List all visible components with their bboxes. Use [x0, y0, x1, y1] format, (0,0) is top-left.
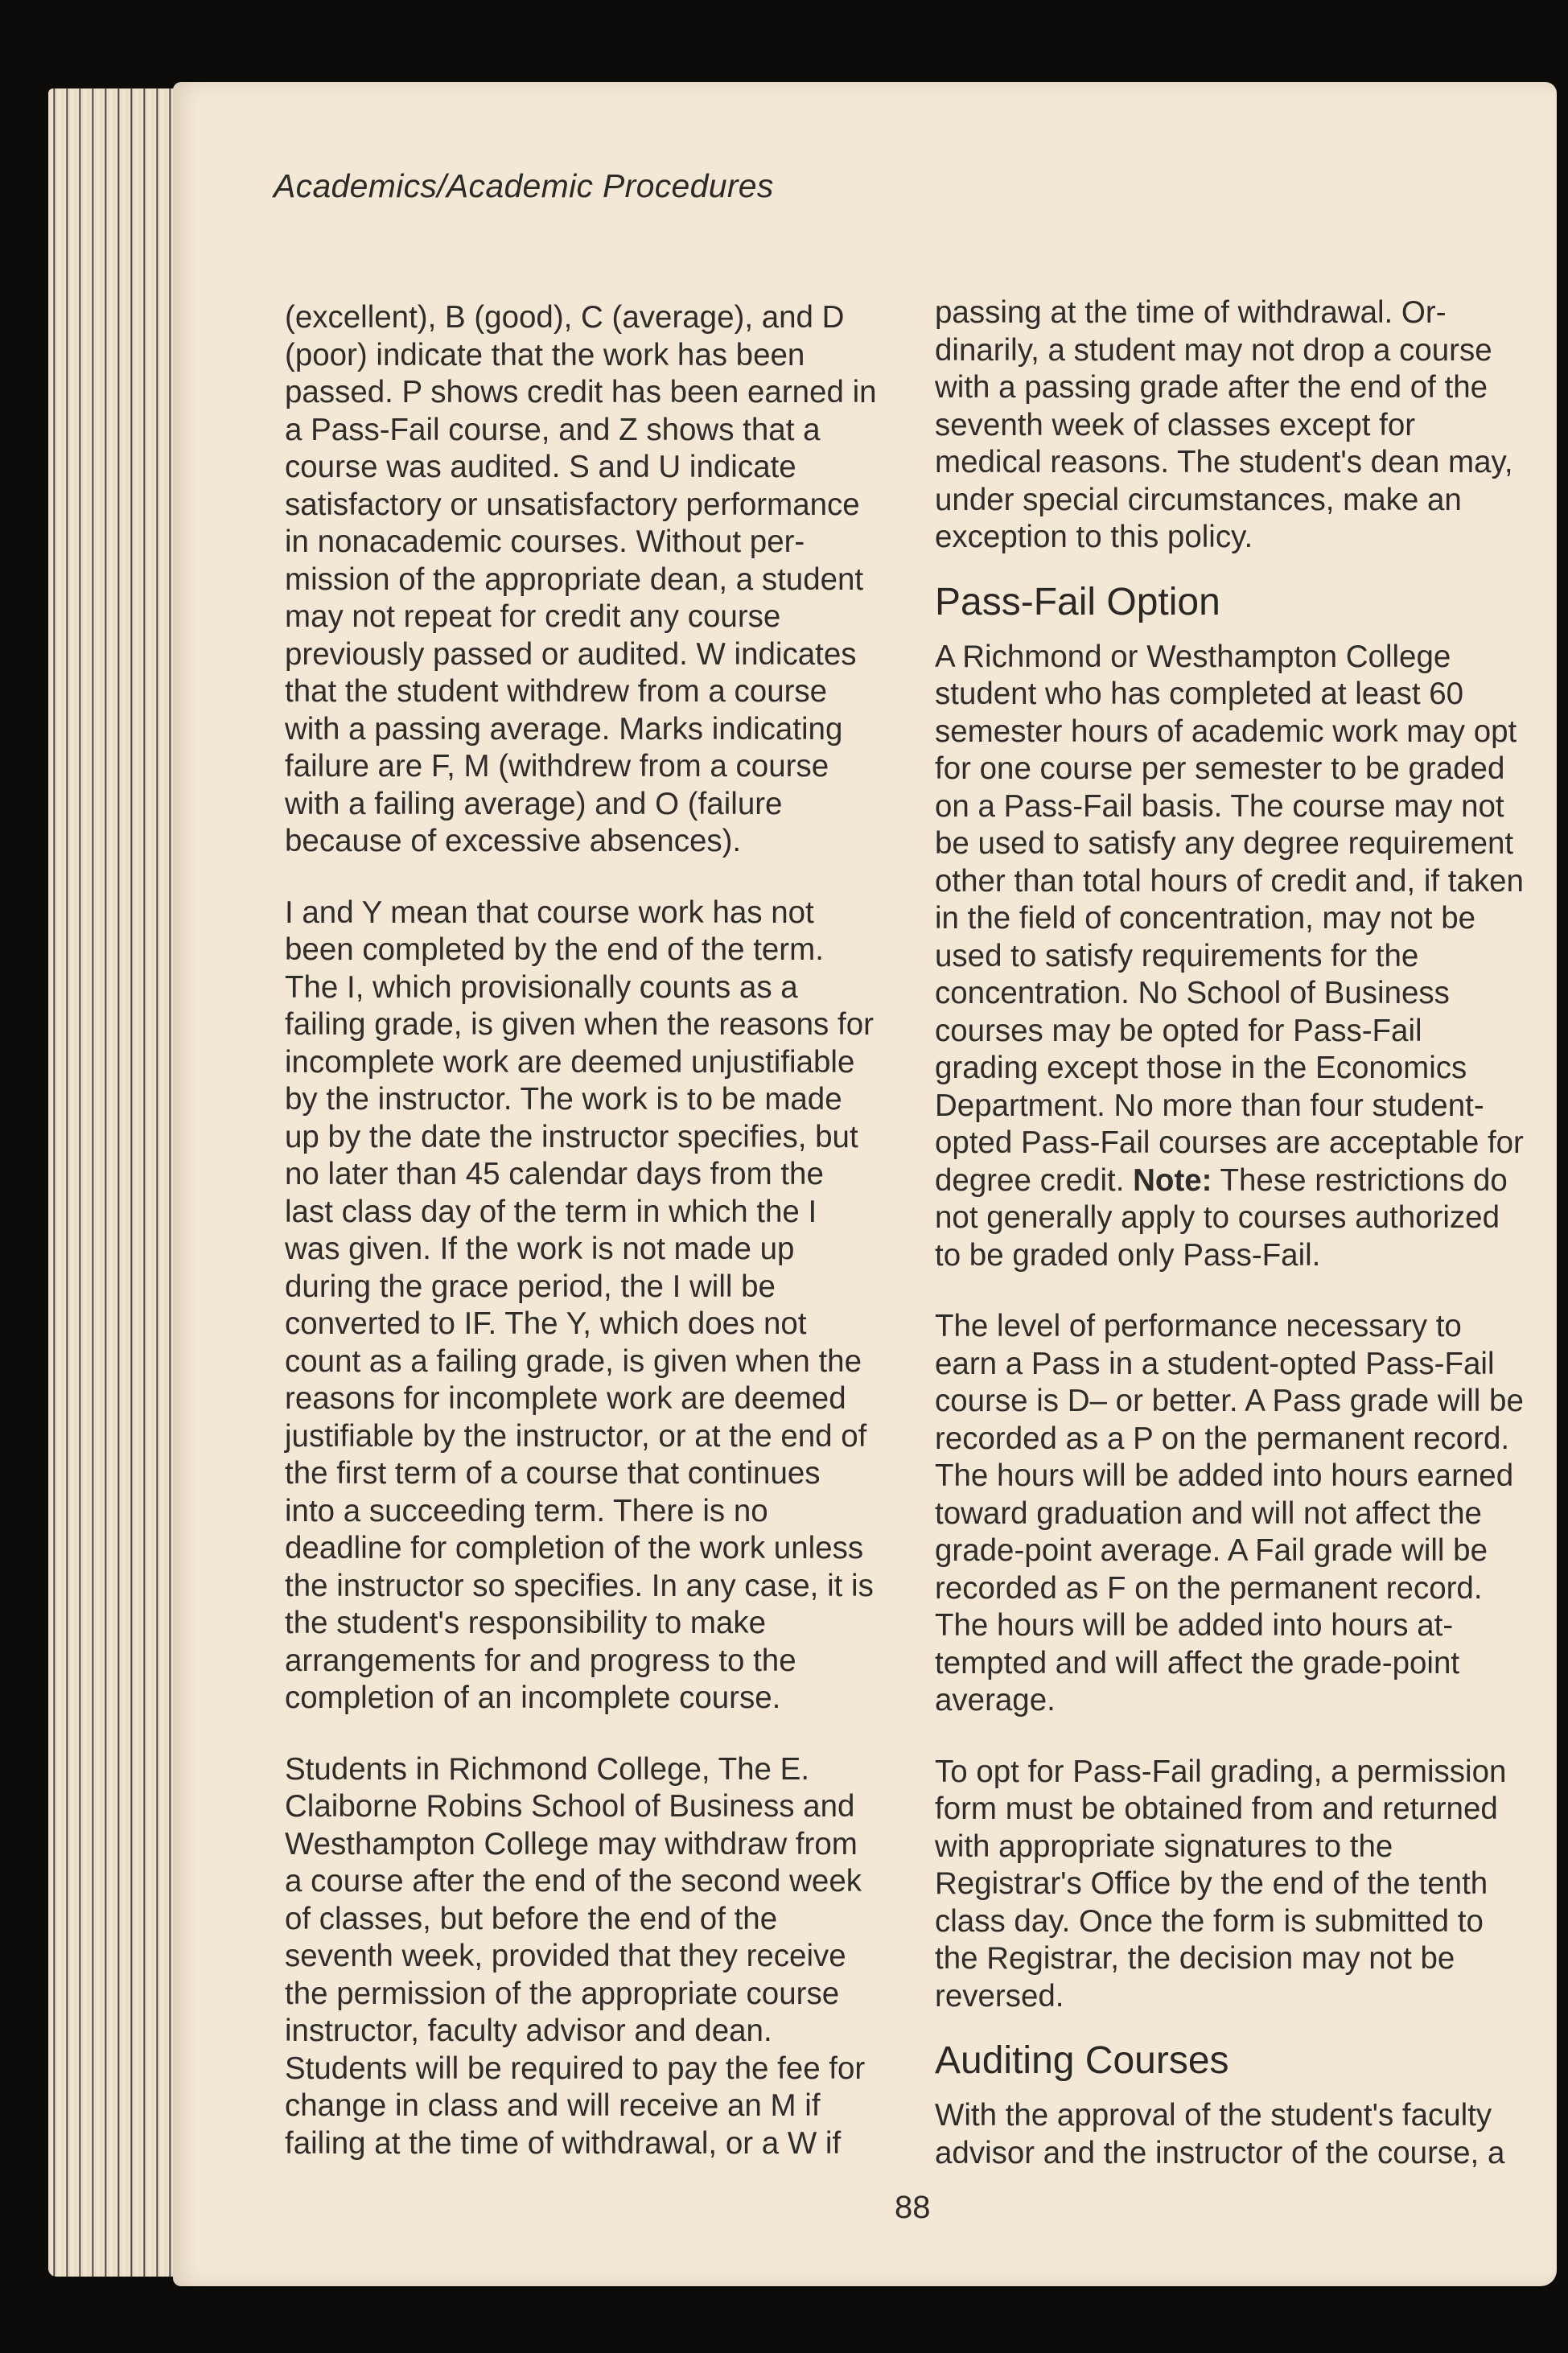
text-line: the Registrar, the decision may not be	[935, 1941, 1455, 1976]
grades-paragraph	[285, 299, 896, 861]
text-line: deadline for completion of the work unless	[285, 1531, 864, 1565]
page-number: 88	[895, 2190, 931, 2225]
text-line: justifiable by the instructor, or at the end of	[285, 1418, 867, 1454]
text-line: courses may be opted for Pass-Fail	[935, 1013, 1422, 1048]
text-line: opted Pass-Fail courses are acceptable for	[935, 1125, 1524, 1160]
text-line: Claiborne Robins School of Business and	[285, 1789, 855, 1824]
text-line: passed. P shows credit has been earned in	[285, 375, 877, 409]
note-text: These restrictions do	[1212, 1162, 1508, 1198]
text-line: exception to this policy.	[935, 520, 1253, 554]
text-line: mission of the appropriate dean, a student	[285, 562, 864, 597]
text-line: the permission of the appropriate course	[285, 1976, 840, 2011]
text-line: that the student withdrew from a course	[285, 674, 828, 709]
text-line: was given. If the work is not made up	[285, 1232, 795, 1266]
pass-level-paragraph	[935, 1308, 1546, 1720]
opt-procedure-paragraph	[935, 1754, 1546, 2016]
pass-fail-lines	[935, 639, 1546, 1275]
text-line: for one course per semester to be graded	[935, 751, 1505, 786]
auditing-paragraph	[935, 2097, 1546, 2172]
text-line: dinarily, a student may not drop a course	[935, 332, 1492, 368]
text-line: been completed by the end of the term.	[285, 932, 824, 967]
text-line: advisor and the instructor of the course, a	[935, 2135, 1505, 2170]
text-line: change in class and will receive an M if	[285, 2088, 821, 2123]
text-line: average.	[935, 1683, 1056, 1717]
text-line: a Pass-Fail course, and Z shows that a	[285, 412, 821, 447]
withdrawal-paragraph	[285, 1751, 896, 2163]
text-line: A Richmond or Westhampton College	[935, 639, 1451, 674]
text-line: with appropriate signatures to the	[935, 1829, 1393, 1864]
text-line: the student's responsibility to make	[285, 1606, 766, 1640]
text-line: passing at the time of withdrawal. Or-	[935, 295, 1447, 330]
auditing-heading: Auditing Courses	[935, 2039, 1229, 2082]
text-line: Department. No more than four student-	[935, 1088, 1484, 1123]
text-line: (excellent), B (good), C (average), and D	[285, 300, 845, 335]
text-line: by the instructor. The work is to be made	[285, 1082, 842, 1117]
text-line: into a succeeding term. There is no	[285, 1493, 768, 1528]
note-label: Note:	[1124, 1162, 1212, 1198]
text-line: converted to IF. The Y, which does not	[285, 1306, 807, 1341]
text-line: Students in Richmond College, The E.	[285, 1751, 810, 1787]
text-line: failing at the time of withdrawal, or a W if	[285, 2125, 842, 2161]
text-line: medical reasons. The student's dean may,	[935, 445, 1513, 479]
text-line: recorded as a P on the permanent record.	[935, 1421, 1510, 1456]
text-line: grading except those in the Economics	[935, 1051, 1467, 1085]
text-line: in nonacademic courses. Without per-	[285, 524, 805, 559]
text-line: with a passing average. Marks indicating	[285, 711, 843, 747]
text-line: form must be obtained from and returned	[935, 1791, 1498, 1826]
text-line: course is D– or better. A Pass grade will be	[935, 1384, 1524, 1418]
text-line: count as a failing grade, is given when the	[285, 1343, 862, 1379]
text-line: satisfactory or unsatisfactory performance	[285, 487, 860, 522]
right-column	[935, 294, 1546, 2206]
text-line: earn a Pass in a student-opted Pass-Fail	[935, 1346, 1495, 1381]
text-line: used to satisfy requirements for the	[935, 938, 1419, 973]
text-line: I and Y mean that course work has not	[285, 895, 814, 930]
text-line: Westhampton College may withdraw from	[285, 1826, 858, 1861]
withdrawal-continued-paragraph	[935, 294, 1546, 557]
running-head: Academics/Academic Procedures	[274, 167, 774, 204]
text-line: student who has completed at least 60	[935, 677, 1464, 711]
left-column	[285, 299, 896, 2196]
text-line: to be graded only Pass-Fail.	[935, 1237, 1321, 1273]
text-line: With the approval of the student's faculty	[935, 2098, 1492, 2133]
text-line: completion of an incomplete course.	[285, 1680, 781, 1715]
text-line: failing grade, is given when the reasons for	[285, 1007, 874, 1042]
text-line: previously passed or audited. W indicates	[285, 636, 857, 672]
text-line: with a passing grade after the end of the	[935, 370, 1488, 405]
text-line: under special circumstances, make an	[935, 482, 1462, 517]
text-line: grade-point average. A Fail grade will be	[935, 1533, 1488, 1568]
text-line: because of excessive absences).	[285, 824, 742, 858]
text-line: The hours will be added into hours earned	[935, 1458, 1514, 1493]
text-line: To opt for Pass-Fail grading, a permission	[935, 1754, 1507, 1789]
text-line: reversed.	[935, 1978, 1064, 2014]
text-line: Students will be required to pay the fee for	[285, 2051, 866, 2086]
text-line: with a failing average) and O (failure	[285, 786, 783, 821]
text-line: recorded as F on the permanent record.	[935, 1570, 1483, 1606]
text-line: (poor) indicate that the work has been	[285, 337, 805, 372]
book-page-edges	[48, 88, 193, 2277]
text-line: seventh week, provided that they receive	[285, 1939, 846, 1973]
text-line: incomplete work are deemed unjustifiable	[285, 1044, 855, 1080]
text-line: in the field of concentration, may not be	[935, 901, 1476, 936]
pass-fail-paragraph	[935, 639, 1546, 1275]
text-line: on a Pass-Fail basis. The course may not	[935, 788, 1504, 824]
text-line: be used to satisfy any degree requirement	[935, 826, 1514, 861]
text-line: arrangements for and progress to the	[285, 1643, 796, 1678]
text-line: concentration. No School of Business	[935, 976, 1450, 1010]
text-line: degree credit. Note: These restrictions do	[935, 1162, 1508, 1198]
text-line: during the grace period, the I will be	[285, 1269, 776, 1304]
pass-fail-heading: Pass-Fail Option	[935, 580, 1220, 623]
text-line: the instructor so specifies. In any case, it is	[285, 1568, 874, 1603]
text-line: not generally apply to courses authorized	[935, 1200, 1500, 1235]
text-line: last class day of the term in which the I	[285, 1194, 817, 1229]
text-line: The hours will be added into hours at-	[935, 1608, 1454, 1643]
text-line: may not repeat for credit any course	[285, 599, 781, 634]
text-line: The level of performance necessary to	[935, 1309, 1462, 1343]
text-line: up by the date the instructor specifies, but	[285, 1119, 858, 1154]
text-line: no later than 45 calendar days from the	[285, 1157, 824, 1191]
incomplete-paragraph	[285, 895, 896, 1717]
text-line: other than total hours of credit and, if taken	[935, 863, 1524, 899]
text-line: class day. Once the form is submitted to	[935, 1903, 1484, 1939]
text-line: seventh week of classes except for	[935, 407, 1416, 442]
text-line: failure are F, M (withdrew from a course	[285, 749, 829, 784]
text-line: The I, which provisionally counts as a	[285, 969, 798, 1005]
text-line: Registrar's Office by the end of the tenth	[935, 1866, 1488, 1901]
text-line: instructor, faculty advisor and dean.	[285, 2014, 772, 2048]
text-line: toward graduation and will not affect the	[935, 1495, 1482, 1531]
text-line: a course after the end of the second week	[285, 1864, 862, 1898]
text-line: the first term of a course that continues	[285, 1456, 821, 1491]
text-line: reasons for incomplete work are deemed	[285, 1381, 846, 1416]
text-line: of classes, but before the end of the	[285, 1901, 778, 1936]
text-line: semester hours of academic work may opt	[935, 714, 1517, 749]
text-line: course was audited. S and U indicate	[285, 450, 796, 484]
text-line: tempted and will affect the grade-point	[935, 1645, 1460, 1680]
